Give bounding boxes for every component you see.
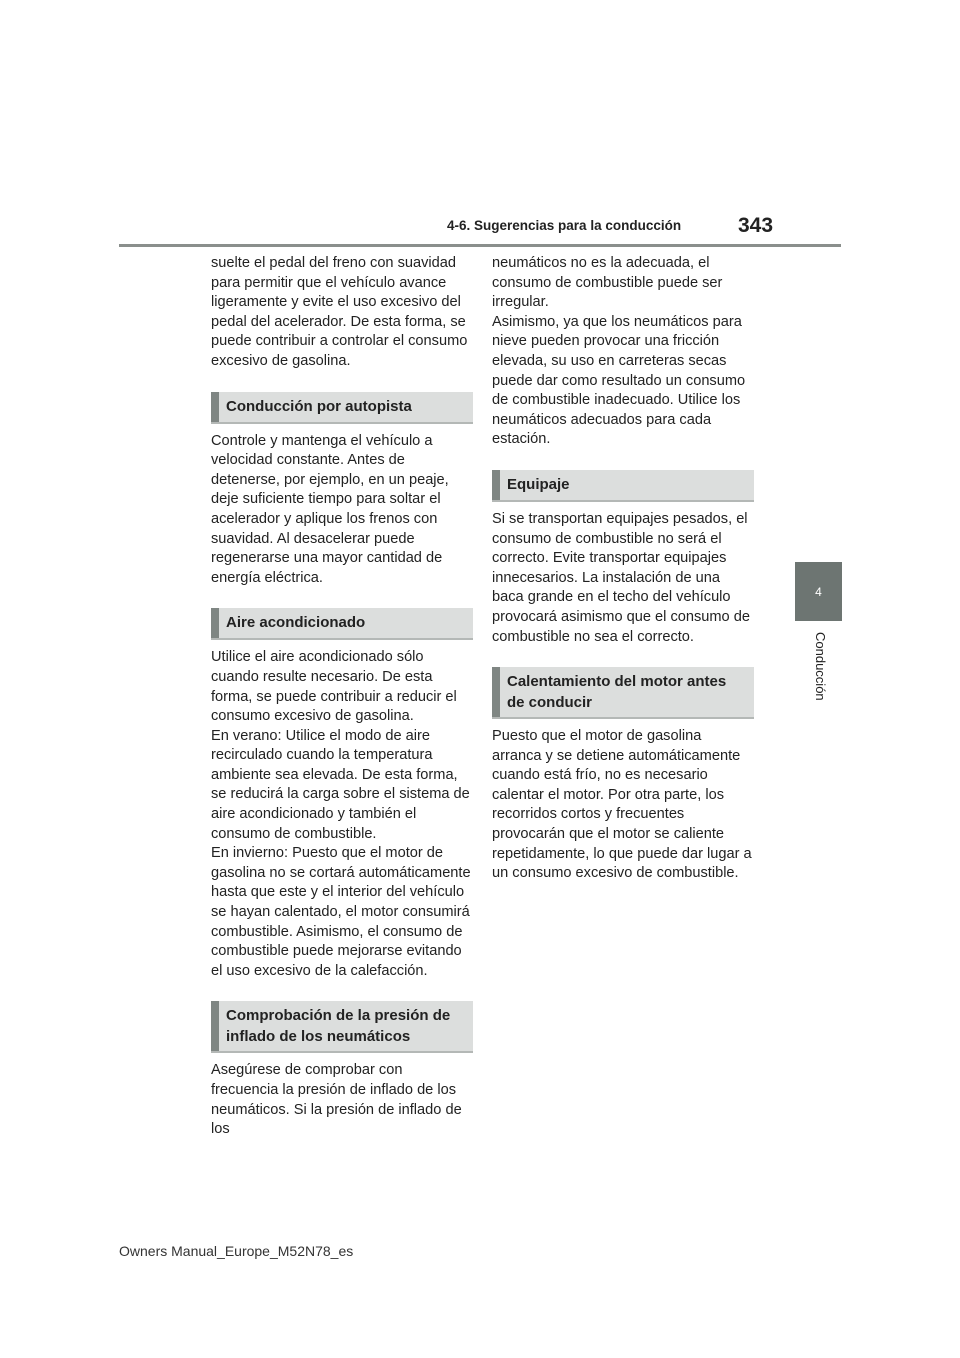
tire-paragraph: Asegúrese de comprobar con frecuencia la presión de inflado de los neumáticos. Si la presión de inflado de los <box>211 1062 462 1138</box>
chapter-tab[interactable] <box>795 562 842 621</box>
ac-paragraph-1: Utilice el aire acondicionado sólo cuando resulte necesario. De esta forma, se puede contribuir a reducir el consumo excesivo de gasolina. <box>211 649 457 725</box>
chapter-number: 4 <box>815 584 822 599</box>
heading-highway: Conducción por autopista <box>211 392 473 422</box>
heading-tire-pressure: Comprobación de la presión de inflado de los neumáticos <box>211 1001 473 1051</box>
heading-air-conditioning: Aire acondicionado <box>211 608 473 638</box>
warmup-paragraph: Puesto que el motor de gasolina arranca y se detiene automáticamente cuando está frío, no es necesario calentar el motor. Por otra parte, los recorridos cortos y frecuentes provocarán que el motor se caliente repetidamente, lo que puede dar lugar a un consumo excesivo de combustible. <box>492 728 752 882</box>
highway-paragraph: Controle y mantenga el vehículo a velocidad constante. Antes de detenerse, por ejemplo, en un peaje, deje suficiente tiempo para soltar el acelerador y aplique los frenos con suavidad. Al desacelerar puede regenerarse una mayor cantidad de energía eléctrica. <box>211 432 449 586</box>
ac-paragraph-3: En invierno: Puesto que el motor de gasolina no se cortará automáticamente hasta que este y el interior del vehículo se hayan calentado, el motor consumirá combustible. Asimismo, el consumo de combustible puede mejorarse evitando el uso excesivo de la calefacción. <box>211 845 471 979</box>
footer-text: Owners Manual_Europe_M52N78_es <box>119 1243 354 1259</box>
page-number: 343 <box>738 214 774 237</box>
continued-paragraph-2: Asimismo, ya que los neumáticos para nieve pueden provocar una fricción elevada, su uso en carreteras secas puede dar como resultado un consumo de combustible inadecuado. Utilice los neumáticos adecuados para cada estación. <box>492 313 746 448</box>
continued-paragraph-1: neumáticos no es la adecuada, el consumo de combustible puede ser irregular. <box>492 255 723 311</box>
section-title: 4-6. Sugerencias para la conducción <box>447 218 682 233</box>
ac-paragraph-2: En verano: Utilice el modo de aire recirculado cuando la temperatura ambiente sea elevada. De esta forma, se reducirá la carga sobre el sistema de aire acondicionado y también el consumo de combustible. <box>211 727 470 842</box>
heading-luggage: Equipaje <box>492 470 754 500</box>
right-column <box>492 254 754 884</box>
chapter-label: Conducción <box>813 632 828 701</box>
luggage-paragraph: Si se transportan equipajes pesados, el consumo de combustible no será el correcto. Evite transportar equipajes innecesarios. La instalación de una baca grande en el techo del vehículo provocará asimismo que el consumo de combustible no sea el correcto. <box>492 510 750 645</box>
heading-engine-warmup: Calentamiento del motor antes de conducir <box>492 667 754 717</box>
intro-paragraph: suelte el pedal del freno con suavidad para permitir que el vehículo avance ligeramente y evite el uso excesivo del pedal del acelerador. De esta forma, se puede contribuir a controlar el consumo excesivo de gasolina. <box>211 255 468 369</box>
header-divider <box>119 244 841 247</box>
left-column <box>211 254 473 1140</box>
